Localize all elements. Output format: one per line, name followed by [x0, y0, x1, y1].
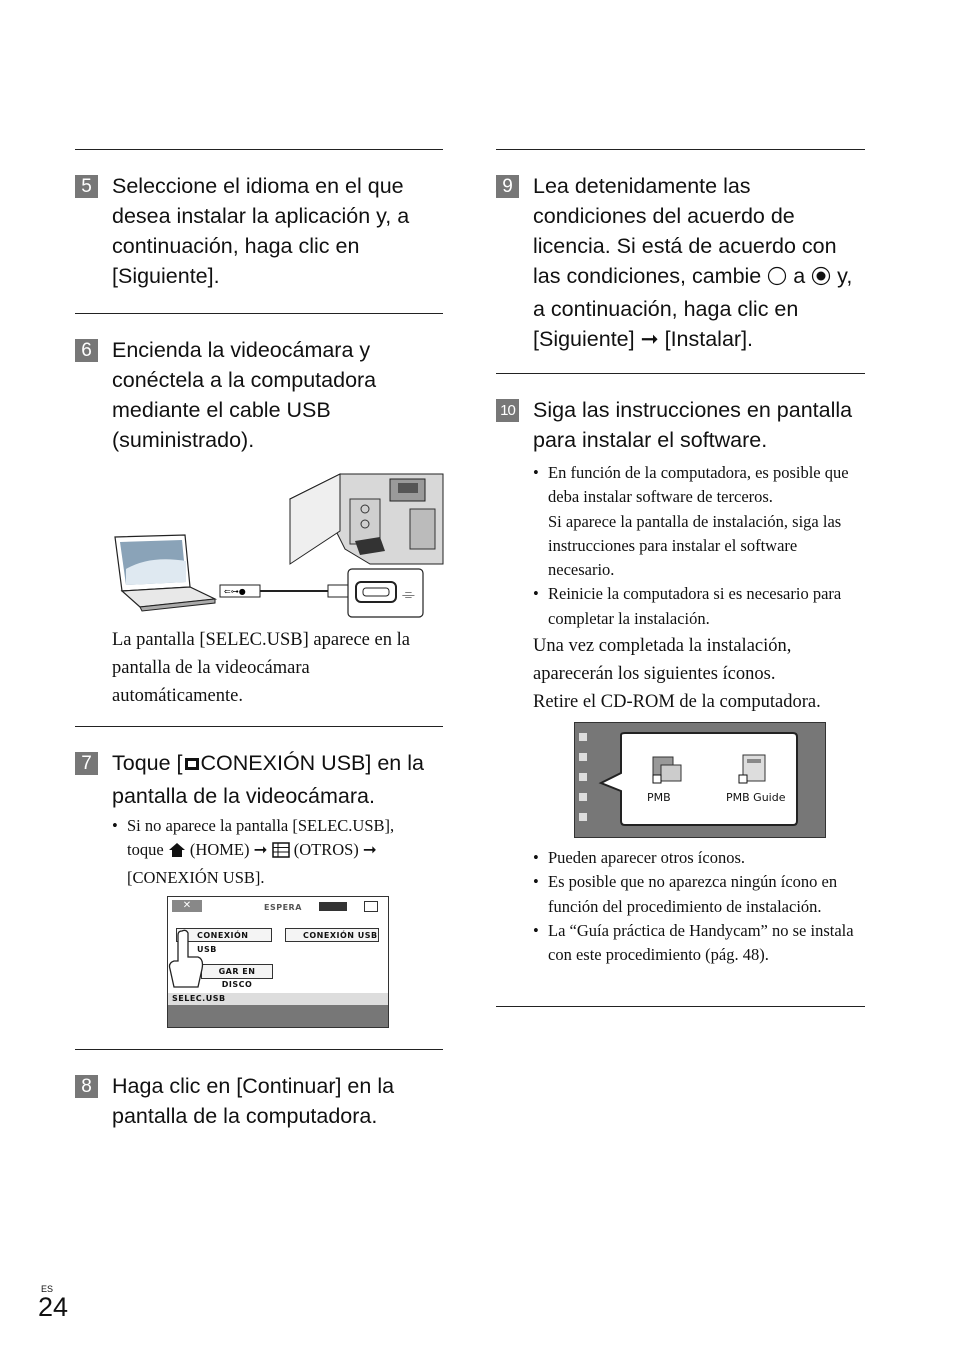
list-item: • Es posible que no aparezca ningún ícono en función del procedimiento de instalación. [533, 870, 858, 919]
svg-text:⇐⊶●: ⇐⊶● [224, 587, 246, 596]
step-number: 10 [496, 399, 519, 422]
list-item: • En función de la computadora, es posible que deba instalar software de terceros. Si aparece la pantalla de instalación, siga las instrucciones para instalar el software necesario. [533, 461, 858, 582]
list-item: • Si no aparece la pantalla [SELEC.USB], toque (HOME) ➞ (OTROS) ➞ [CONEXIÓN USB]. [112, 814, 432, 890]
arrow-icon: ➞ [362, 840, 377, 860]
usb-connection-button-2[interactable]: CONEXIÓN USB [285, 928, 379, 942]
list-item: • Reinicie la computadora si es necesario para completar la instalación. [533, 582, 858, 631]
step-number: 6 [75, 339, 98, 362]
hd-indicator [319, 902, 347, 911]
divider [75, 313, 443, 314]
screen-title: SELEC.USB [168, 993, 388, 1005]
step-10-notes-2 [533, 846, 858, 967]
step-10-paragraph: Una vez completada la instalación, aparecerán los siguientes íconos. Retire el CD-ROM de la computadora. [533, 636, 821, 712]
home-icon [168, 841, 186, 865]
desktop-icon-column [579, 733, 589, 828]
step-number: 9 [496, 175, 519, 198]
divider [496, 149, 865, 150]
step-text: Lea detenidamente las condiciones del acuerdo de licencia. Si está de acuerdo con las condiciones, cambie a y, a continuación, haga clic en [Siguiente] ➞ [Instalar]. [533, 174, 853, 351]
step-number: 8 [75, 1075, 98, 1098]
step-7-notes [112, 814, 432, 890]
pmb-guide-icon[interactable] [737, 753, 769, 785]
divider [496, 373, 865, 374]
usb-connection-button[interactable]: CONEXIÓN USB [176, 928, 272, 942]
laptop-icon [115, 535, 215, 611]
step-text: Seleccione el idioma en el que desea instalar la aplicación y, a continuación, haga clic en [Siguiente]. [112, 174, 410, 288]
radio-unchecked-icon [767, 264, 787, 294]
step-number: 5 [75, 175, 98, 198]
divider [75, 149, 443, 150]
camcorder-icon [290, 474, 443, 564]
step-number: 7 [75, 752, 98, 775]
camera-lcd-screen [167, 896, 389, 1028]
others-icon [272, 841, 290, 865]
disc-burn-button[interactable]: GAR EN DISCO [201, 964, 273, 979]
usb-connection-illustration [110, 469, 445, 624]
step-text: Siga las instrucciones en pantalla para instalar el software. [533, 398, 853, 452]
divider [75, 1049, 443, 1050]
step-text: Haga clic en [Continuar] en la pantalla de la computadora. [112, 1074, 395, 1128]
arrow-icon: ➞ [253, 840, 268, 860]
usb-connection-icon [183, 751, 201, 781]
touch-finger-icon [168, 929, 208, 989]
divider [75, 726, 443, 727]
step-10-notes [533, 461, 858, 631]
battery-icon [364, 901, 378, 912]
callout-bubble [595, 731, 805, 827]
status-label: ESPERA [264, 903, 302, 912]
step-text: Toque [ CONEXIÓN USB] en la pantalla de la videocámara. [112, 751, 424, 808]
list-item: • La “Guía práctica de Handycam” no se instala con este procedimiento (pág. 48). [533, 919, 858, 968]
close-button[interactable]: ✕ [172, 900, 202, 912]
divider [496, 1006, 865, 1007]
list-item: • Pueden aparecer otros íconos. [533, 846, 858, 870]
desktop-screenshot [574, 722, 826, 838]
arrow-icon: ➞ [640, 327, 659, 351]
page-number: 24 [38, 1292, 69, 1322]
step-text: Encienda la videocámara y conéctela a la computadora mediante el cable USB (suministrado). [112, 338, 377, 452]
step-6-note: La pantalla [SELEC.USB] aparece en la pantalla de la videocámara automáticamente. [112, 630, 410, 706]
pmb-guide-label: PMB Guide [726, 791, 786, 804]
language-code: ES [41, 1284, 54, 1294]
usb-icon: ⌯ [402, 584, 415, 603]
radio-checked-icon [811, 264, 831, 294]
pmb-label: PMB [647, 791, 671, 804]
pmb-icon[interactable] [651, 753, 683, 785]
